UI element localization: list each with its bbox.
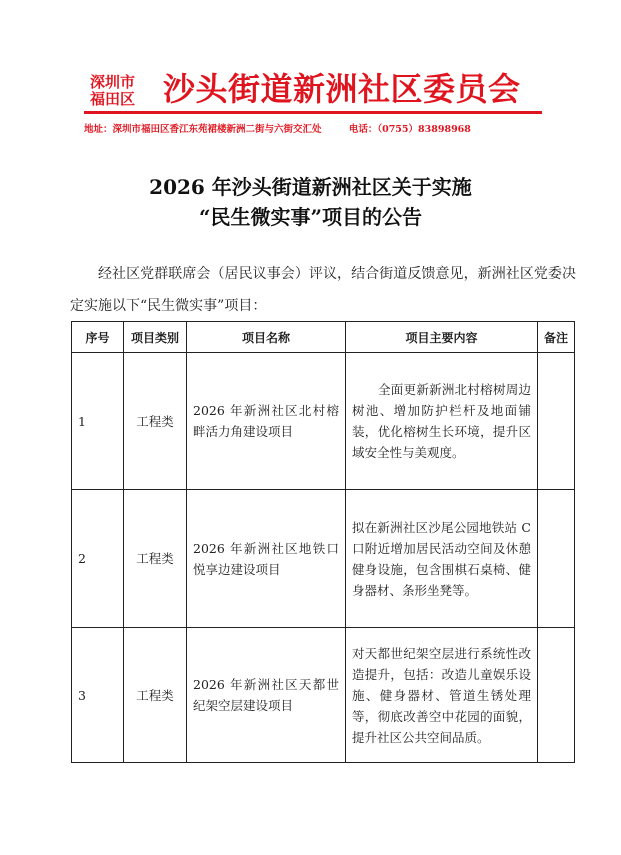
header-note: 备注 xyxy=(538,322,575,353)
row-no: 1 xyxy=(72,353,124,490)
row-category: 工程类 xyxy=(124,353,187,490)
header-category: 项目类别 xyxy=(124,322,187,353)
document-title xyxy=(0,172,621,232)
row-category: 工程类 xyxy=(124,628,187,763)
title-line-1: 2026 年沙头街道新洲社区关于实施 xyxy=(149,175,472,199)
header-no: 序号 xyxy=(72,322,124,353)
city-line-1: 深圳市 xyxy=(90,73,136,91)
row-note xyxy=(538,353,575,490)
city-line-2: 福田区 xyxy=(90,90,136,108)
table-row xyxy=(72,628,575,763)
letterhead xyxy=(0,0,621,140)
title-line-2: “民生微实事”项目的公告 xyxy=(198,205,422,229)
address-text: 地址：深圳市福田区香江东苑裙楼新洲二街与六街交汇处 xyxy=(84,124,322,135)
row-note xyxy=(538,490,575,628)
organization-name: 沙头街道新洲社区委员会 xyxy=(163,70,521,108)
row-content: 全面更新新洲北村榕树周边树池、增加防护栏杆及地面铺装，优化榕树生长环境，提升区域安全性与美观度。 xyxy=(346,353,538,490)
row-name: 2026 年新洲社区天都世纪架空层建设项目 xyxy=(187,628,346,763)
contact-line xyxy=(84,121,554,135)
row-no: 3 xyxy=(72,628,124,763)
letterhead-city xyxy=(90,74,160,108)
row-note xyxy=(538,628,575,763)
header-content: 项目主要内容 xyxy=(346,322,538,353)
row-category: 工程类 xyxy=(124,490,187,628)
project-table xyxy=(71,321,575,763)
table-row xyxy=(72,353,575,490)
table-header-row xyxy=(72,322,575,353)
table-row xyxy=(72,490,575,628)
intro-paragraph: 经社区党群联席会（居民议事会）评议，结合街道反馈意见，新洲社区党委决定实施以下“民生微实事”项目： xyxy=(70,266,576,314)
header-name: 项目名称 xyxy=(187,322,346,353)
row-content: 拟在新洲社区沙尾公园地铁站 C 口附近增加居民活动空间及休憩健身设施，包含围棋石桌椅、健身器材、条形坐凳等。 xyxy=(346,490,538,628)
row-name: 2026 年新洲社区地铁口悦享边建设项目 xyxy=(187,490,346,628)
row-name: 2026 年新洲社区北村榕畔活力角建设项目 xyxy=(187,353,346,490)
row-content: 对天都世纪架空层进行系统性改造提升，包括：改造儿童娱乐设施、健身器材、管道生锈处理等，彻底改善空中花园的面貌，提升社区公共空间品质。 xyxy=(346,628,538,763)
row-no: 2 xyxy=(72,490,124,628)
letterhead-divider xyxy=(84,111,542,114)
phone-text: 电话：（0755）83898968 xyxy=(348,124,471,135)
